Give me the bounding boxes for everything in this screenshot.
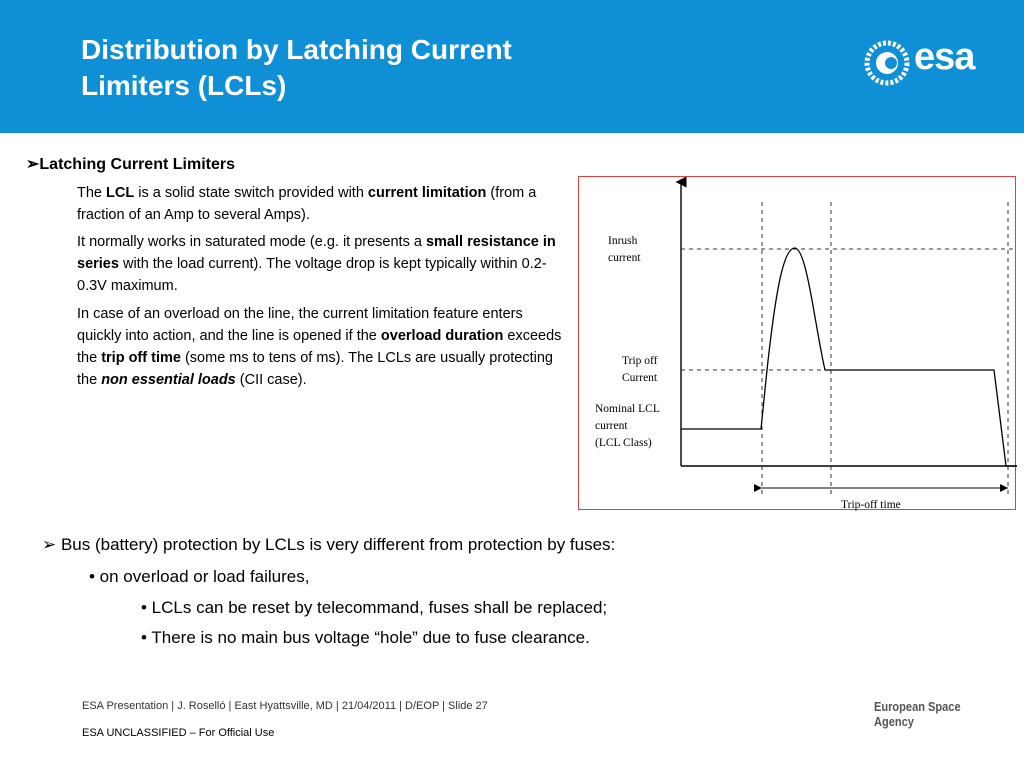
paragraph-overload (77, 303, 562, 391)
label-trip-1: Trip off (622, 355, 658, 367)
diagram-svg (579, 177, 1017, 511)
heading-bullet: ➢ (26, 156, 40, 173)
bullet-reset: • LCLs can be reset by telecommand, fuses shall be replaced; (141, 598, 608, 617)
label-tripoff-time: Trip-off time (841, 499, 901, 511)
header-bar (0, 0, 1024, 133)
esa-logo (864, 36, 1004, 90)
heading-text: Latching Current Limiters (39, 156, 235, 173)
label-nominal-2: current (595, 420, 628, 432)
text-run: is a solid state switch provided with (134, 185, 368, 201)
title-line-2: Limiters (LCLs) (81, 70, 287, 101)
esa-logo-icon (864, 40, 910, 86)
text-run: It normally works in saturated mode (e.g. it presents a (77, 234, 426, 250)
text-bold: current limitation (367, 185, 487, 201)
bullet-bus-protection: ➢ Bus (battery) protection by LCLs is very different from protection by fuses: (42, 535, 616, 554)
footer-agency: European Space Agency (874, 699, 961, 729)
paragraph-lcl-definition (77, 182, 562, 226)
text-run: (from a fraction of an Amp to several Amps). (77, 185, 537, 223)
text-run: (CII case). (235, 372, 307, 388)
section-heading (26, 154, 235, 174)
lcl-current-diagram (578, 176, 1016, 510)
text-run: with the load current). The voltage drop is kept typically within 0.2-0.3V maximum. (77, 256, 547, 294)
label-trip-2: Current (622, 372, 658, 384)
footer-classification: ESA UNCLASSIFIED – For Official Use (82, 727, 275, 739)
text-bold: trip off time (101, 350, 181, 366)
paragraph-saturated-mode (77, 231, 562, 297)
bullet-no-hole: • There is no main bus voltage “hole” due to fuse clearance. (141, 628, 590, 647)
text-bold: overload duration (380, 328, 504, 344)
text-run: In case of an overload on the line, the current limitation feature enters quickly into action, and the line is opened if the (77, 306, 523, 344)
label-inrush-2: current (608, 252, 641, 264)
label-nominal-1: Nominal LCL (595, 403, 660, 415)
current-waveform (681, 248, 1017, 466)
text-run: (some ms to tens of ms). The LCLs are usually protecting the (77, 350, 553, 388)
bullet-overload: • on overload or load failures, (89, 567, 310, 586)
label-inrush-1: Inrush (608, 235, 638, 247)
text-run: exceeds the (77, 328, 562, 366)
esa-logo-text: esa (914, 36, 975, 78)
text-bold-italic: non essential loads (101, 372, 236, 388)
slide-title (81, 32, 721, 104)
footer-info: ESA Presentation | J. Roselló | East Hyattsville, MD | 21/04/2011 | D/EOP | Slide 27 (82, 700, 488, 712)
title-line-1: Distribution by Latching Current (81, 34, 512, 65)
text-bold: LCL (106, 185, 135, 201)
text-bold: small resistance in series (77, 234, 556, 272)
label-nominal-3: (LCL Class) (595, 437, 652, 449)
text-run: The (77, 185, 107, 201)
